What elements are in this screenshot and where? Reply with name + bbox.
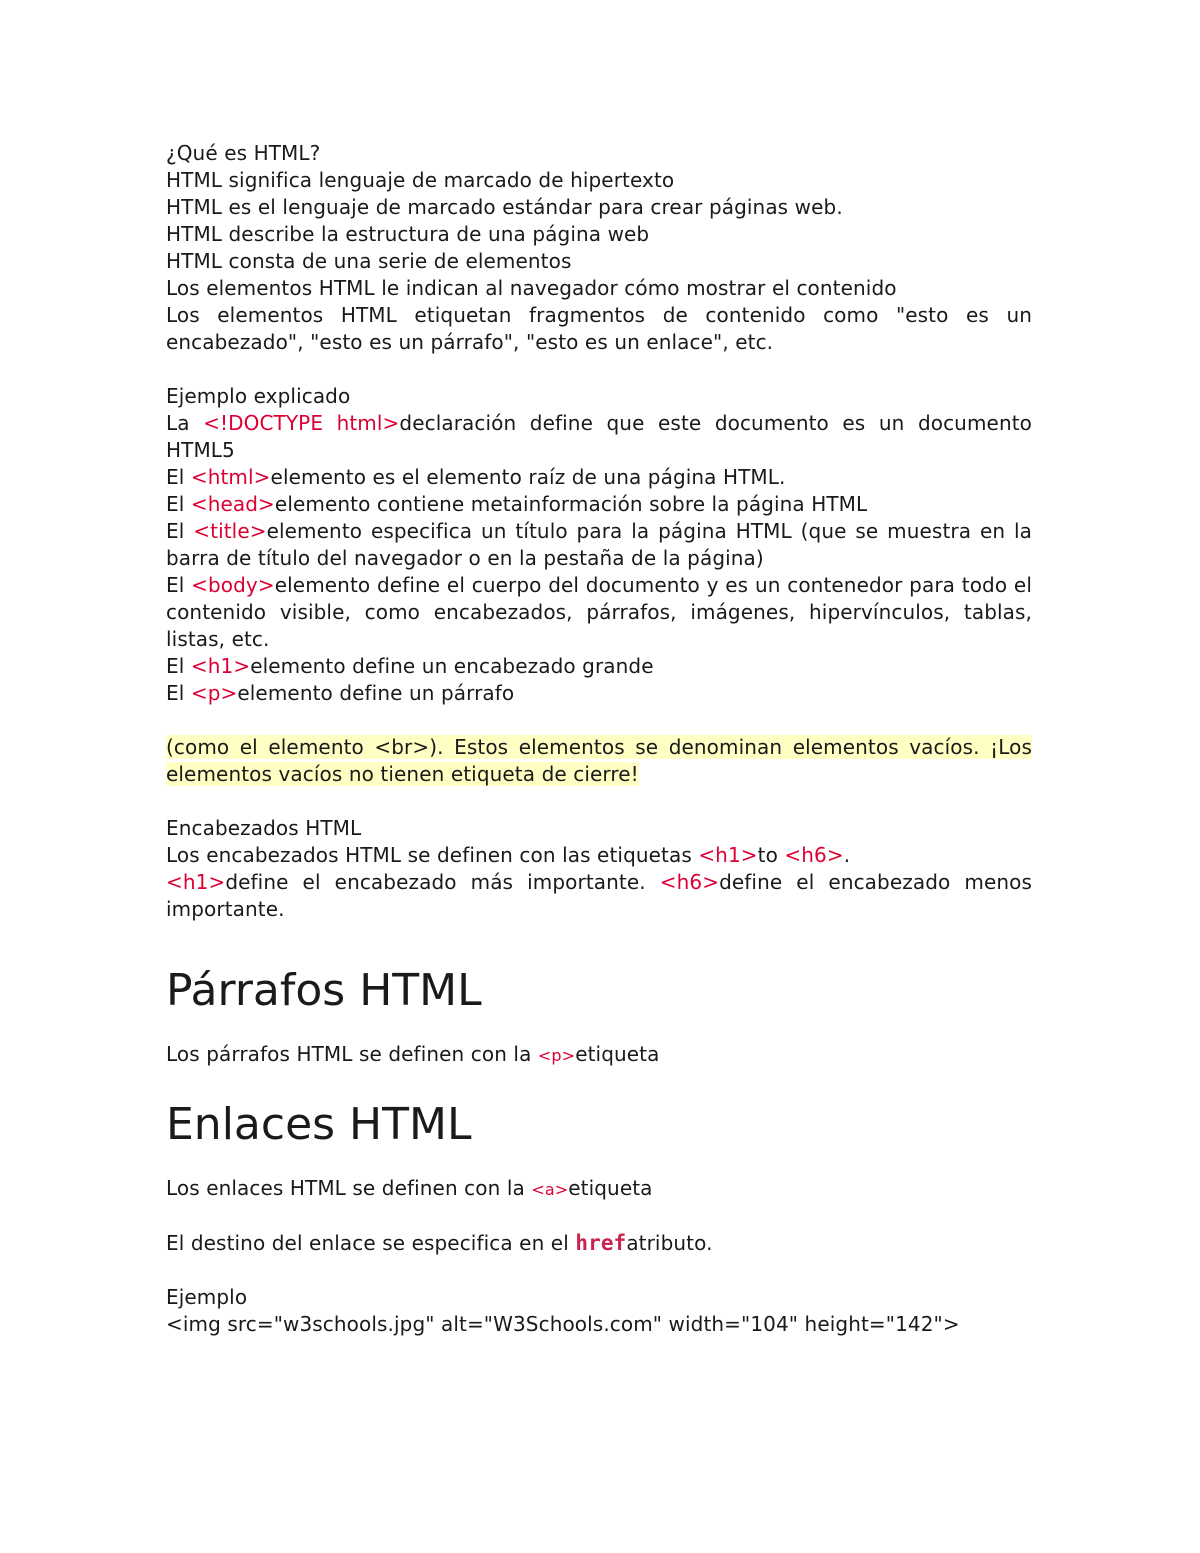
p-tag-inline: <p> [537, 1046, 576, 1065]
p-tag: <p> [190, 681, 238, 705]
intro-line-3: HTML describe la estructura de una página web [166, 222, 650, 246]
links-text: Los enlaces HTML se definen con la <a>etiqueta [166, 1176, 653, 1200]
intro-line-2: HTML es el lenguaje de marcado estándar para crear páginas web. [166, 195, 843, 219]
links-heading: Enlaces HTML [166, 1099, 472, 1150]
example-doctype-line: La <!DOCTYPE html>declaración define que este documento es un documento HTML5 [166, 411, 1032, 462]
title-tag: <title> [193, 519, 267, 543]
example-title: Ejemplo explicado [166, 384, 351, 408]
paragraphs-heading: Párrafos HTML [166, 965, 482, 1016]
links-destination: El destino del enlace se especifica en el hrefatributo. [166, 1231, 713, 1255]
intro-question: ¿Qué es HTML? [166, 141, 321, 165]
headings-line-2: <h1>define el encabezado más importante. <h6>define el encabezado menos importante. [166, 870, 1032, 921]
head-tag: <head> [190, 492, 275, 516]
intro-line-5: Los elementos HTML le indican al navegador cómo mostrar el contenido [166, 276, 897, 300]
intro-line-4: HTML consta de una serie de elementos [166, 249, 572, 273]
paragraphs-text: Los párrafos HTML se definen con la <p>etiqueta [166, 1042, 660, 1066]
empty-elements-note [166, 734, 1032, 788]
intro-line-6: Los elementos HTML etiquetan fragmentos de contenido como "esto es un encabezado", "esto es un párrafo", "esto es un enlace", etc. [166, 303, 1032, 354]
html-tag: <html> [190, 465, 271, 489]
example-head-line: El <head>elemento contiene metainformación sobre la página HTML [166, 492, 868, 516]
example-html-line: El <html>elemento es el elemento raíz de una página HTML. [166, 465, 786, 489]
doctype-tag: <!DOCTYPE html> [203, 411, 400, 435]
intro-line-1: HTML significa lenguaje de marcado de hipertexto [166, 168, 675, 192]
document-page [166, 140, 1032, 1338]
example-body-line: El <body>elemento define el cuerpo del documento y es un contenedor para todo el contenido visible, como encabezados, párrafos, imágenes, hipervínculos, tablas, listas, etc. [166, 573, 1032, 651]
highlighted-text: (como el elemento <br>). Estos elementos se denominan elementos vacíos. ¡Los elementos vacíos no tienen etiqueta de cierre! [166, 735, 1032, 786]
example-p-line: El <p>elemento define un párrafo [166, 681, 515, 705]
a-tag-inline: <a> [531, 1180, 569, 1199]
example-code: <img src="w3schools.jpg" alt="W3Schools.com" width="104" height="142"> [166, 1312, 960, 1336]
body-tag: <body> [191, 573, 275, 597]
example-label: Ejemplo [166, 1285, 248, 1309]
example-title-line: El <title>elemento especifica un título para la página HTML (que se muestra en la barra de título del navegador o en la pestaña de la página) [166, 519, 1032, 570]
h1-tag: <h1> [190, 654, 251, 678]
example-h1-line: El <h1>elemento define un encabezado grande [166, 654, 654, 678]
href-attribute: href [575, 1231, 627, 1255]
headings-line-1: Los encabezados HTML se definen con las etiquetas <h1>to <h6>. [166, 843, 851, 867]
headings-title: Encabezados HTML [166, 816, 362, 840]
